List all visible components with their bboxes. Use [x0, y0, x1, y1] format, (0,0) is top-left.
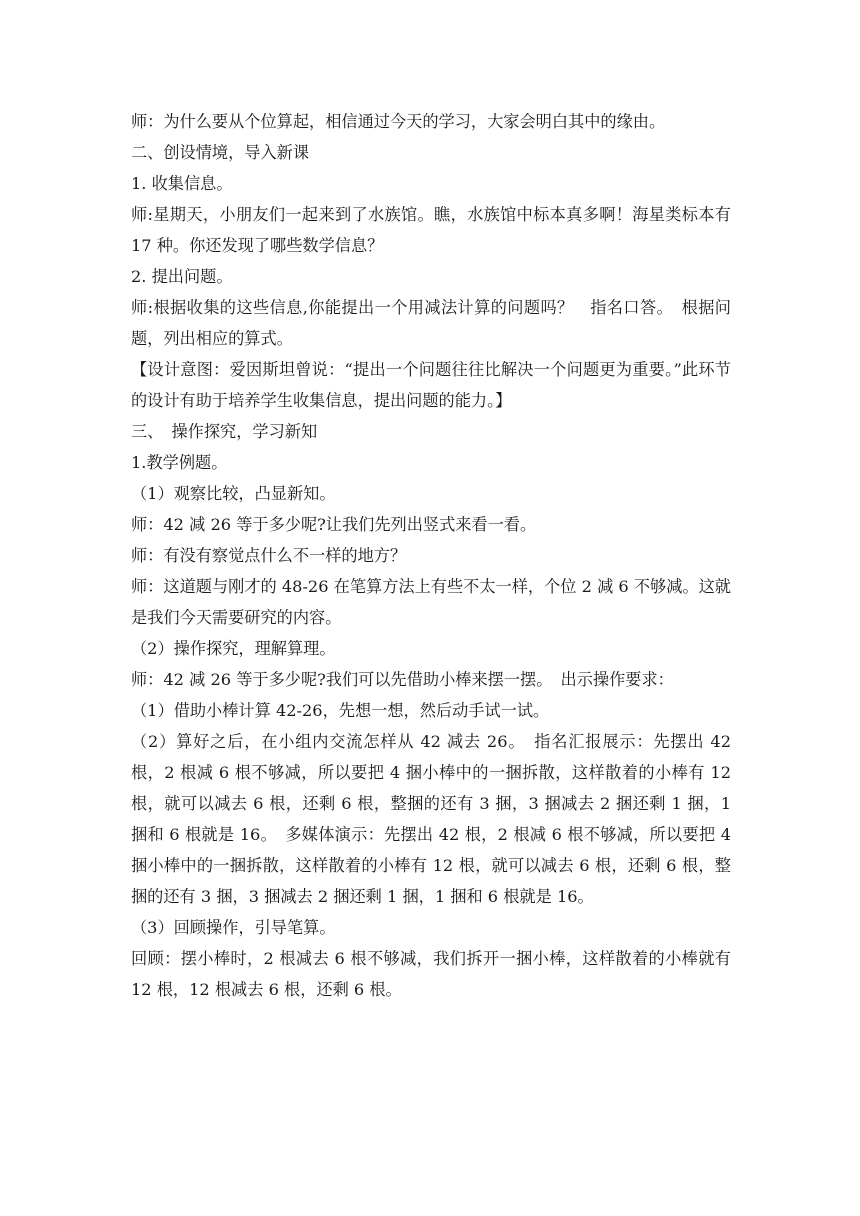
substep-operate: （2）操作探究，理解算理。	[131, 639, 336, 658]
paragraph-teacher-compare: 师：这道题与刚才的 48-26 在笔算方法上有些不太一样，个位 2 减 6 不够减。这就是我们今天需要研究的内容。	[131, 577, 731, 627]
step-ask-question: 2. 提出问题。	[131, 267, 233, 286]
substep-review: （3）回顾操作，引导笔算。	[131, 918, 336, 937]
step-example: 1.教学例题。	[131, 453, 228, 472]
paragraph-subtraction-question: 师:根据收集的这些信息,你能提出一个用减法计算的问题吗？ 指名口答。 根据问题，列出相应的算式。	[131, 298, 731, 348]
paragraph-aquarium: 师:星期天，小朋友们一起来到了水族馆。瞧，水族馆中标本真多啊！海星类标本有 17 种。你还发现了哪些数学信息？	[131, 205, 731, 255]
paragraph-design-intent: 【设计意图：爱因斯坦曾说：“提出一个问题往往比解决一个问题更为重要。”此环节的设计有助于培养学生收集信息，提出问题的能力。】	[131, 360, 731, 410]
substep-observe: （1）观察比较，凸显新知。	[131, 484, 336, 503]
requirement-2-report: （2）算好之后，在小组内交流怎样从 42 减去 26。 指名汇报展示：先摆出 42 根，2 根减 6 根不够减，所以要把 4 捆小棒中的一捆拆散，这样散着的小棒有 12 根，就可以减去 6 根，还剩 6 根，整捆的还有 3 捆，3 捆减去 2 捆还剩 1 捆，1 捆和 6 根就是 16。 多媒体演示：先摆出 42 根，2 根减 6 根不够减，所以要把 4 捆小棒中的一捆拆散，这样散着的小棒有 12 根，就可以减去 6 根，还剩 6 根，整捆的还有 3 捆，3 捆减去 2 捆还剩 1 捆，1 捆和 6 根就是 16。	[131, 732, 731, 906]
paragraph-teacher-notice: 师：有没有察觉点什么不一样的地方？	[131, 546, 407, 565]
section-heading-2: 二、创设情境，导入新课	[131, 143, 310, 162]
document-page	[131, 106, 731, 1005]
paragraph-teacher-sticks: 师：42 减 26 等于多少呢?我们可以先借助小棒来摆一摆。 出示操作要求：	[131, 670, 674, 689]
paragraph-teacher-intro: 师：为什么要从个位算起，相信通过今天的学习，大家会明白其中的缘由。	[131, 112, 666, 131]
paragraph-teacher-42-26: 师：42 减 26 等于多少呢?让我们先列出竖式来看一看。	[131, 515, 537, 534]
requirement-1: （1）借助小棒计算 42-26，先想一想，然后动手试一试。	[131, 701, 550, 720]
section-heading-3: 三、 操作探究，学习新知	[131, 422, 318, 441]
paragraph-review: 回顾：摆小棒时，2 根减去 6 根不够减，我们拆开一捆小棒，这样散着的小棒就有 12 根，12 根减去 6 根，还剩 6 根。	[131, 949, 731, 999]
step-collect-info: 1. 收集信息。	[131, 174, 233, 193]
